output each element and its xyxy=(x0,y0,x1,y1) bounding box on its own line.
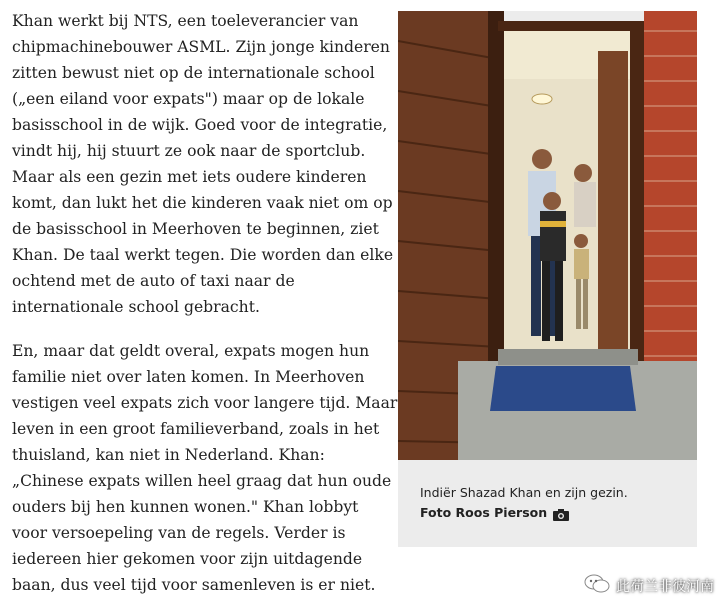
article-paragraph-2 xyxy=(12,338,398,598)
text-line: En, maar dat geldt overal, expats mogen hun xyxy=(12,342,370,360)
photo-figure xyxy=(398,11,697,547)
wechat-icon xyxy=(584,574,610,598)
text-line: zitten bewust niet op de internationale school xyxy=(12,64,375,82)
article-body xyxy=(12,8,398,616)
text-line: de basisschool in Meerhoven te beginnen, ziet xyxy=(12,220,379,238)
caption-text: Indiër Shazad Khan en zijn gezin. xyxy=(420,485,628,500)
text-line: vindt hij, hij stuurt ze ook naar de sportclub. xyxy=(12,142,366,160)
text-line: („een eiland voor expats") maar op de lokale xyxy=(12,90,365,108)
text-line: basisschool in de wijk. Goed voor de integratie, xyxy=(12,116,388,134)
text-line: familie niet over laten komen. In Meerhoven xyxy=(12,368,365,386)
watermark xyxy=(584,574,714,598)
watermark-text: 此荷兰非彼河南 xyxy=(616,579,714,595)
text-line: thuisland, kan niet in Nederland. Khan: xyxy=(12,446,325,464)
credit-text: Foto Roos Pierson xyxy=(420,505,548,520)
camera-icon xyxy=(553,507,569,519)
text-line: leven in een groot familieverband, zoals in het xyxy=(12,420,380,438)
text-line: ochtend met de auto of taxi naar de xyxy=(12,272,295,290)
text-line: Maar als een gezin met iets oudere kinderen xyxy=(12,168,367,186)
text-line: ouders bij hen kunnen wonen." Khan lobbyt xyxy=(12,498,359,516)
text-line: iedereen hier gekomen voor zijn uitdagende xyxy=(12,550,363,568)
text-line: Khan werkt bij NTS, een toeleverancier van xyxy=(12,12,359,30)
text-line: voor versoepeling van de regels. Verder is xyxy=(12,524,346,542)
text-line: chipmachinebouwer ASML. Zijn jonge kinderen xyxy=(12,38,390,56)
text-line: internationale school gebracht. xyxy=(12,298,260,316)
photo-caption xyxy=(420,483,680,523)
text-line: „Chinese expats willen heel graag dat hun oude xyxy=(12,472,392,490)
article-paragraph-1 xyxy=(12,8,394,320)
photo-credit xyxy=(420,503,680,523)
text-line: Khan. De taal werkt tegen. Die worden dan elke xyxy=(12,246,394,264)
text-line: baan, dus veel tijd voor samenleven is er niet. xyxy=(12,576,376,594)
text-line: komt, dan lukt het die kinderen vaak niet om op xyxy=(12,194,393,212)
text-line: vestigen veel expats zich voor langere tijd. Maar xyxy=(12,394,398,412)
family-photo[interactable] xyxy=(398,11,697,460)
